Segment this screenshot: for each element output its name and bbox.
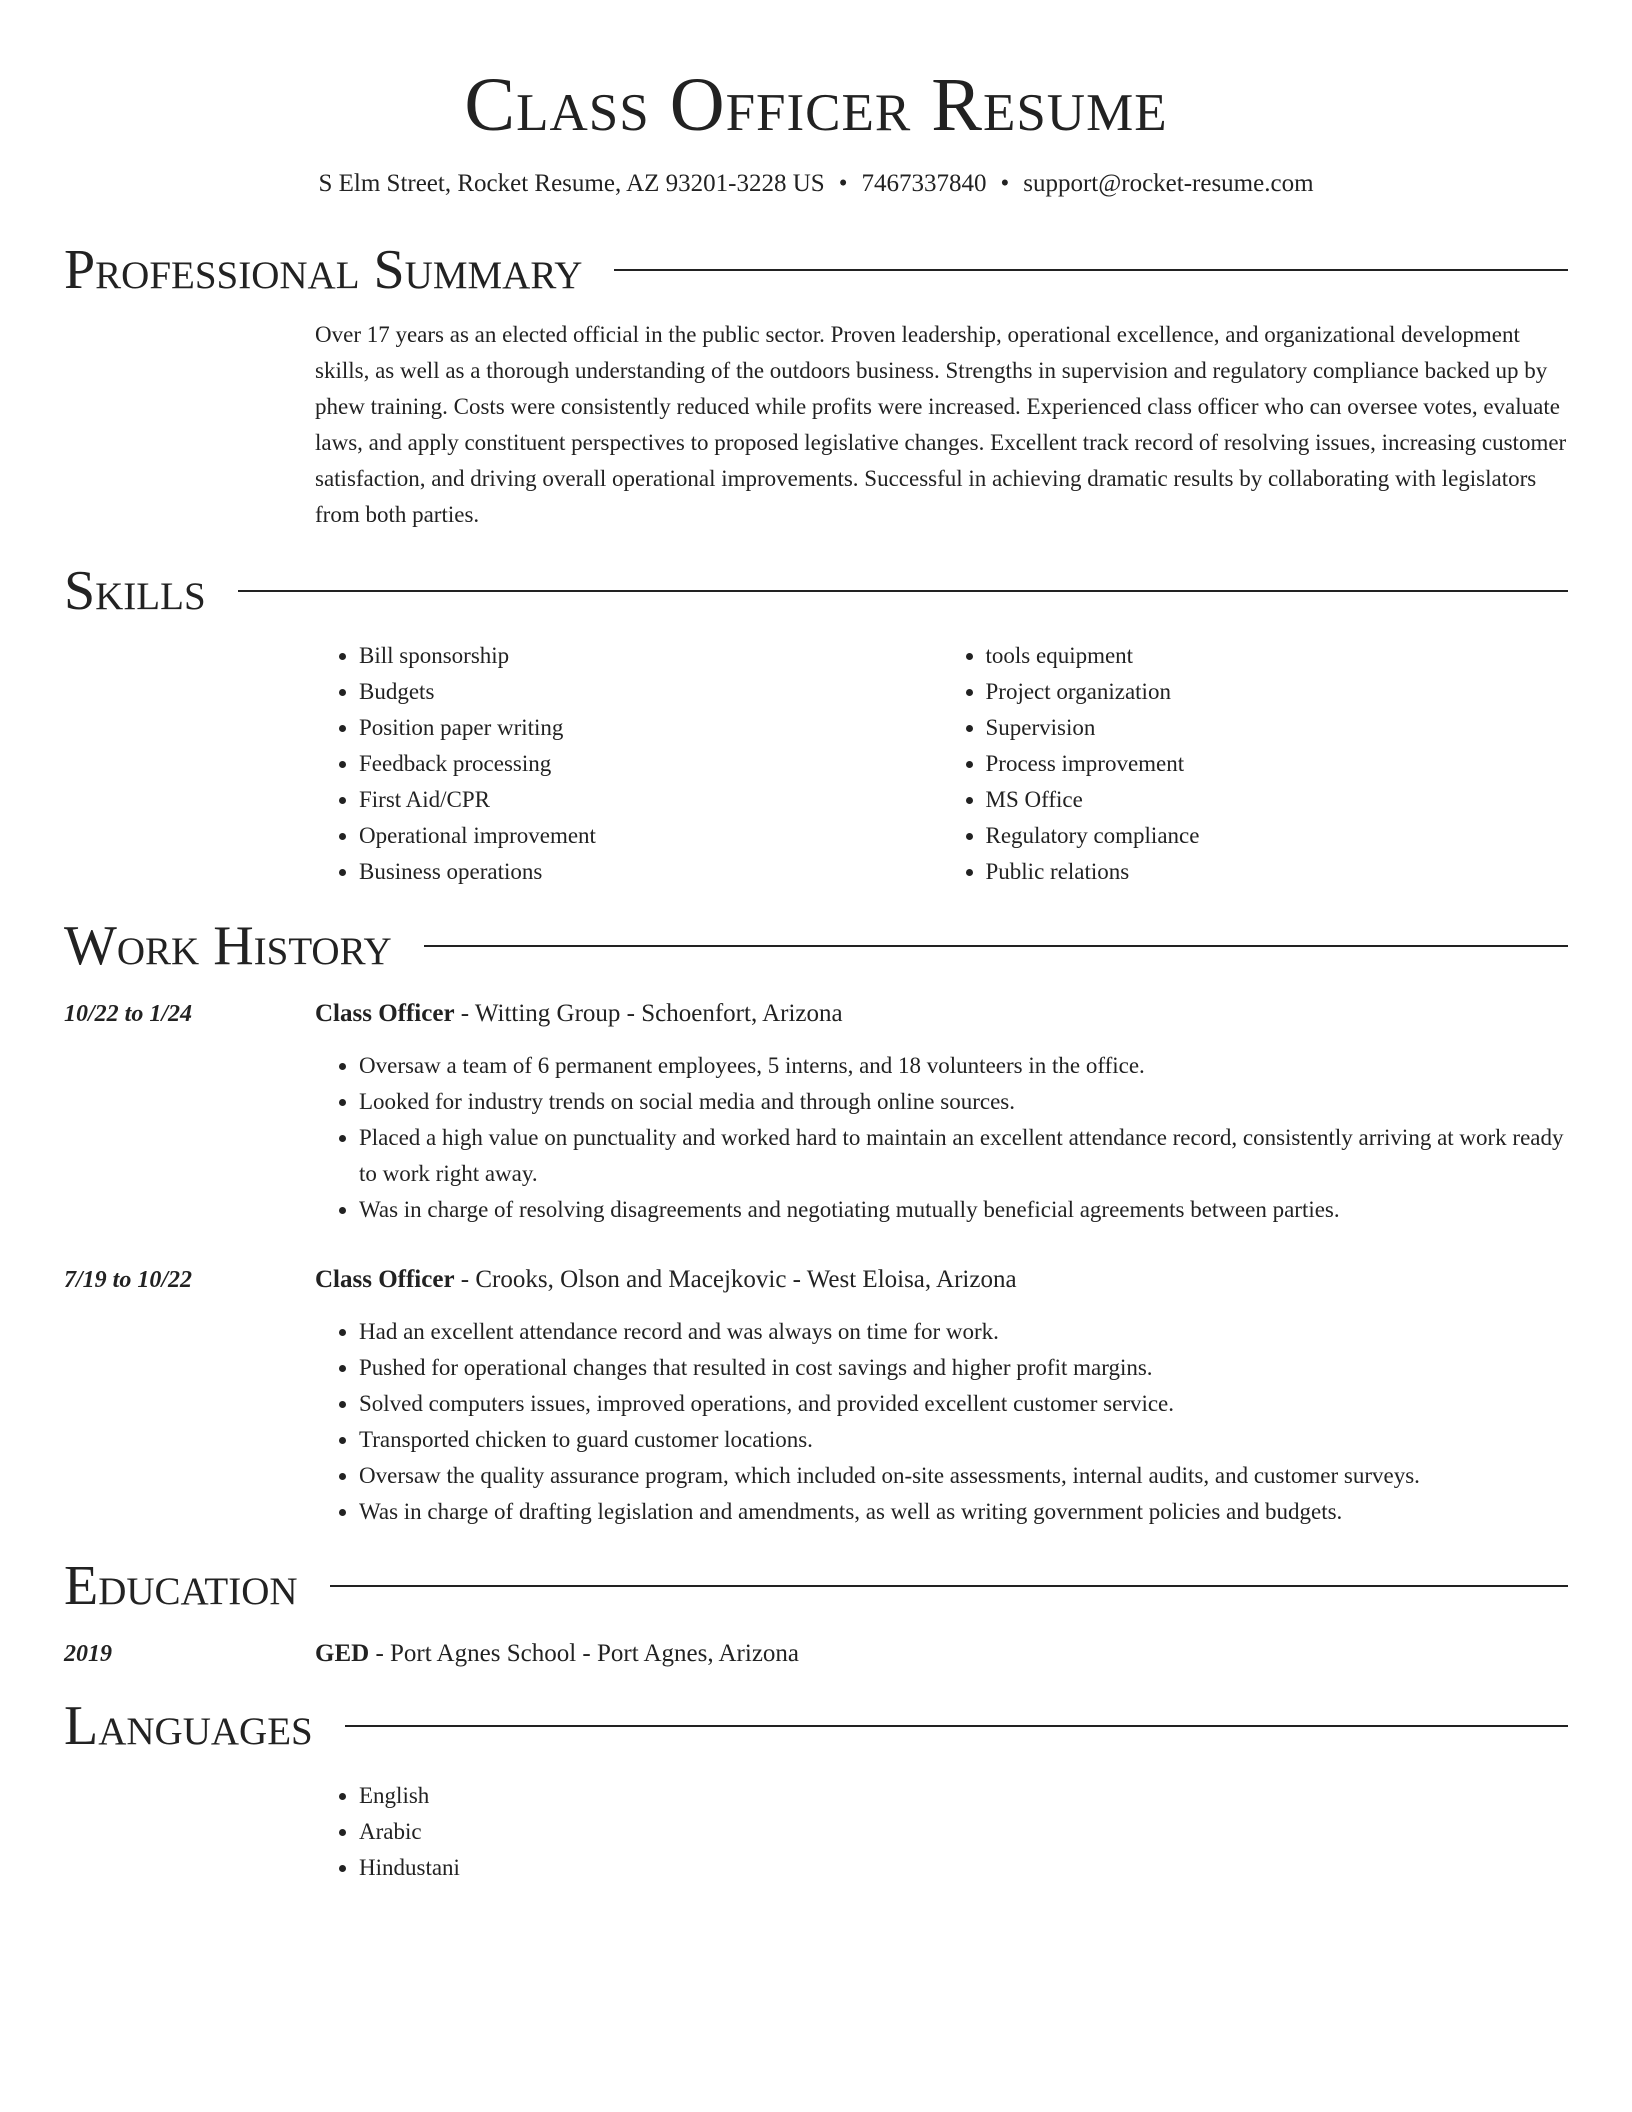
education-title: Education [64, 1555, 298, 1617]
list-item: • tools equipment [986, 638, 1569, 674]
list-item: • Oversaw the quality assurance program, which included on-site assessments, internal audits, and customer surveys. [359, 1458, 1568, 1494]
education-year: 2019 [64, 1641, 112, 1667]
list-item: • Operational improvement [359, 818, 942, 854]
job-bullets [315, 1048, 1568, 1228]
section-divider [330, 1585, 1568, 1587]
summary-text: Over 17 years as an elected official in the public sector. Proven leadership, operational excellence, and organizational development skills, as well as a thorough understanding of the outdoors business. Strengths in supervision and regulatory compliance backed up by phew training. Costs were consistently reduced while profits were increased. Experienced class officer who can oversee votes, evaluate laws, and apply constituent perspectives to proposed legislative changes. Excellent track record of resolving issues, increasing customer satisfaction, and driving overall operational improvements. Successful in achieving dramatic results by collaborating with legislators from both parties. [315, 322, 1567, 527]
skills-title: Skills [64, 560, 206, 622]
list-item: • English [359, 1778, 1568, 1814]
resume-page [64, 0, 1568, 1886]
list-item: • Position paper writing [359, 710, 942, 746]
skills-list-left [315, 638, 942, 890]
job-dates: 10/22 to 1/24 [64, 1001, 193, 1027]
education-section [64, 1554, 1568, 1672]
contact-email: support@rocket-resume.com [1023, 170, 1314, 197]
education-heading-line [315, 1636, 1568, 1672]
education-body [315, 1636, 1568, 1672]
list-item: • Business operations [359, 854, 942, 890]
contact-address: S Elm Street, Rocket Resume, AZ 93201-3228 US [318, 170, 825, 197]
job-body [315, 996, 1568, 1228]
list-item: • Hindustani [359, 1850, 1568, 1886]
resume-title: Class Officer Resume [464, 63, 1168, 147]
work-title: Work History [64, 915, 392, 977]
summary-heading [64, 238, 1568, 302]
skills-section [64, 559, 1568, 890]
work-heading [64, 914, 1568, 978]
skills-list-right [942, 638, 1569, 890]
job-dates: 7/19 to 10/22 [64, 1267, 193, 1293]
languages-body [315, 1778, 1568, 1886]
languages-list [315, 1778, 1568, 1886]
list-item: • Had an excellent attendance record and was always on time for work. [359, 1314, 1568, 1350]
education-entry [64, 1636, 1568, 1672]
summary-body [315, 317, 1568, 533]
list-item: • First Aid/CPR [359, 782, 942, 818]
languages-title: Languages [64, 1695, 313, 1757]
job-employer: - Witting Group - Schoenfort, Arizona [454, 1000, 843, 1027]
education-school: - Port Agnes School - Port Agnes, Arizona [369, 1640, 800, 1667]
list-item: • Placed a high value on punctuality and worked hard to maintain an excellent attendance record, consistently arriving at work ready to work right away. [359, 1120, 1568, 1192]
list-item: • Public relations [986, 854, 1569, 890]
list-item: • Regulatory compliance [986, 818, 1569, 854]
contact-phone: 7467337840 [861, 170, 987, 197]
list-item: • Was in charge of resolving disagreements and negotiating mutually beneficial agreements between parties. [359, 1192, 1568, 1228]
list-item: • Process improvement [986, 746, 1569, 782]
job-entry [64, 996, 1568, 1228]
list-item: • Bill sponsorship [359, 638, 942, 674]
job-role: Class Officer [315, 1266, 455, 1293]
list-item: • Oversaw a team of 6 permanent employees, 5 interns, and 18 volunteers in the office. [359, 1048, 1568, 1084]
section-divider [238, 590, 1568, 592]
list-item: • Feedback processing [359, 746, 942, 782]
education-degree: GED [315, 1640, 370, 1667]
skills-body [315, 638, 1568, 890]
list-item: • Solved computers issues, improved operations, and provided excellent customer service. [359, 1386, 1568, 1422]
languages-section [64, 1694, 1568, 1886]
list-item: • Looked for industry trends on social media and through online sources. [359, 1084, 1568, 1120]
job-heading [315, 1262, 1568, 1298]
job-employer: - Crooks, Olson and Macejkovic - West Eloisa, Arizona [454, 1266, 1017, 1293]
job-heading [315, 996, 1568, 1032]
contact-separator: • [1000, 170, 1010, 197]
contact-line [64, 168, 1568, 200]
list-item: • Pushed for operational changes that resulted in cost savings and higher profit margins. [359, 1350, 1568, 1386]
list-item: • Budgets [359, 674, 942, 710]
list-item: • Supervision [986, 710, 1569, 746]
contact-separator: • [838, 170, 848, 197]
section-divider [345, 1725, 1568, 1727]
list-item: • MS Office [986, 782, 1569, 818]
section-divider [424, 945, 1568, 947]
work-section [64, 914, 1568, 1530]
job-entry [64, 1262, 1568, 1530]
list-item: • Transported chicken to guard customer locations. [359, 1422, 1568, 1458]
list-item: • Project organization [986, 674, 1569, 710]
summary-title: Professional Summary [64, 239, 583, 301]
job-role: Class Officer [315, 1000, 455, 1027]
summary-section [64, 238, 1568, 533]
education-heading [64, 1554, 1568, 1618]
list-item: • Was in charge of drafting legislation and amendments, as well as writing government policies and budgets. [359, 1494, 1568, 1530]
languages-heading [64, 1694, 1568, 1758]
section-divider [614, 269, 1568, 271]
skills-heading [64, 559, 1568, 623]
job-body [315, 1262, 1568, 1530]
skills-grid [315, 638, 1568, 890]
job-bullets [315, 1314, 1568, 1530]
list-item: • Arabic [359, 1814, 1568, 1850]
